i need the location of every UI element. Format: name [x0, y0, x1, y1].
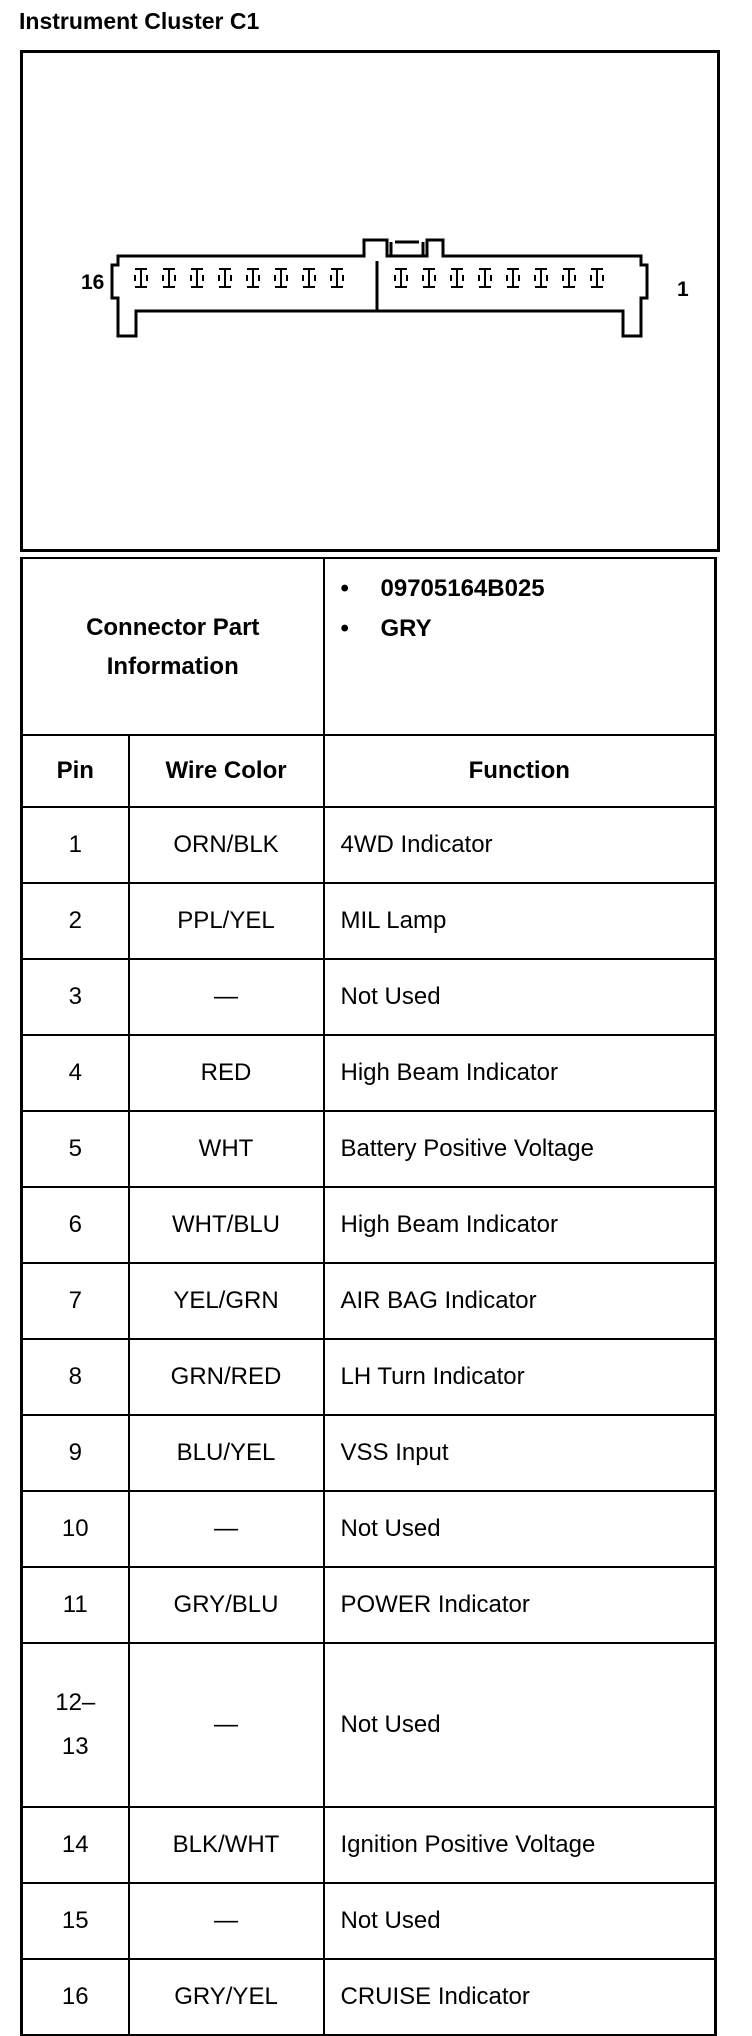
- table-row: [22, 1643, 716, 1807]
- function-cell: MIL Lamp: [324, 883, 716, 959]
- function-cell: Ignition Positive Voltage: [324, 1807, 716, 1883]
- table-row: [22, 1263, 716, 1339]
- part-number-item: • 09705164B025: [340, 575, 545, 602]
- pin-cavity: [163, 269, 175, 287]
- wire-color-cell: —: [129, 959, 324, 1035]
- header-row: [22, 735, 716, 807]
- table-row: [22, 1415, 716, 1491]
- connector-face-graphic: [23, 53, 717, 549]
- part-info-label: Connector Part Information: [22, 558, 324, 735]
- pin-cavity: [563, 269, 575, 287]
- pin-cell: 10: [22, 1491, 129, 1567]
- wire-color-cell: WHT: [129, 1111, 324, 1187]
- function-cell: 4WD Indicator: [324, 807, 716, 883]
- pin-header: Pin: [22, 735, 129, 807]
- function-cell: POWER Indicator: [324, 1567, 716, 1643]
- wire-color-cell: YEL/GRN: [129, 1263, 324, 1339]
- pin-cavity: [479, 269, 491, 287]
- function-cell: Not Used: [324, 1883, 716, 1959]
- connector-diagram: [20, 50, 720, 552]
- table-row: [22, 1959, 716, 2035]
- pin-cell: 11: [22, 1567, 129, 1643]
- wire-color-cell: —: [129, 1883, 324, 1959]
- pin-cell: 4: [22, 1035, 129, 1111]
- table-row: [22, 1491, 716, 1567]
- pin-cell: 15: [22, 1883, 129, 1959]
- pin-cell: 8: [22, 1339, 129, 1415]
- wire-color-cell: GRY/BLU: [129, 1567, 324, 1643]
- function-cell: VSS Input: [324, 1415, 716, 1491]
- pin-cell: 12– 13: [22, 1643, 129, 1807]
- pin-cavity: [219, 269, 231, 287]
- function-cell: LH Turn Indicator: [324, 1339, 716, 1415]
- table-row: [22, 1035, 716, 1111]
- pin-cavity: [507, 269, 519, 287]
- wire-color-cell: WHT/BLU: [129, 1187, 324, 1263]
- pin-cavity: [535, 269, 547, 287]
- pin-cell: 14: [22, 1807, 129, 1883]
- wire-color-cell: RED: [129, 1035, 324, 1111]
- pin-cavity: [331, 269, 343, 287]
- pin-cavity: [591, 269, 603, 287]
- pin-cell: 2: [22, 883, 129, 959]
- wire-color-cell: ORN/BLK: [129, 807, 324, 883]
- wire-color-header: Wire Color: [129, 735, 324, 807]
- wire-color-cell: GRY/YEL: [129, 1959, 324, 2035]
- table-row: [22, 1339, 716, 1415]
- pin-16-label: 16: [81, 271, 105, 294]
- function-header: Function: [324, 735, 716, 807]
- pin-cavity: [451, 269, 463, 287]
- pin-cell: 6: [22, 1187, 129, 1263]
- function-cell: High Beam Indicator: [324, 1035, 716, 1111]
- wire-color-cell: BLK/WHT: [129, 1807, 324, 1883]
- pin-cavity: [135, 269, 147, 287]
- wire-color-cell: —: [129, 1643, 324, 1807]
- function-cell: CRUISE Indicator: [324, 1959, 716, 2035]
- part-info-list: [324, 558, 716, 735]
- table-row: [22, 1187, 716, 1263]
- pin-cavity: [247, 269, 259, 287]
- wire-color-cell: PPL/YEL: [129, 883, 324, 959]
- pin-cell: 16: [22, 1959, 129, 2035]
- table-row: [22, 1883, 716, 1959]
- function-cell: High Beam Indicator: [324, 1187, 716, 1263]
- table-row: [22, 1111, 716, 1187]
- pin-cavity: [395, 269, 407, 287]
- pin-cavity: [191, 269, 203, 287]
- function-cell: Battery Positive Voltage: [324, 1111, 716, 1187]
- part-color-item: • GRY: [340, 615, 432, 642]
- wire-color-cell: —: [129, 1491, 324, 1567]
- pin-cell: 5: [22, 1111, 129, 1187]
- page-title: Instrument Cluster C1: [19, 8, 260, 34]
- table-row: [22, 883, 716, 959]
- function-cell: Not Used: [324, 959, 716, 1035]
- pinout-table: [20, 557, 717, 2036]
- wire-color-cell: BLU/YEL: [129, 1415, 324, 1491]
- function-cell: Not Used: [324, 1491, 716, 1567]
- pin-cell: 7: [22, 1263, 129, 1339]
- pin-cell: 9: [22, 1415, 129, 1491]
- table-row: [22, 959, 716, 1035]
- pin-cavity: [303, 269, 315, 287]
- function-cell: AIR BAG Indicator: [324, 1263, 716, 1339]
- function-cell: Not Used: [324, 1643, 716, 1807]
- pin-cavity: [275, 269, 287, 287]
- wire-color-cell: GRN/RED: [129, 1339, 324, 1415]
- part-info-row: [22, 558, 716, 735]
- table-row: [22, 1807, 716, 1883]
- pin-1-label: 1: [677, 278, 689, 301]
- pin-cell: 3: [22, 959, 129, 1035]
- pin-cavity: [423, 269, 435, 287]
- pin-cell: 1: [22, 807, 129, 883]
- table-row: [22, 807, 716, 883]
- table-row: [22, 1567, 716, 1643]
